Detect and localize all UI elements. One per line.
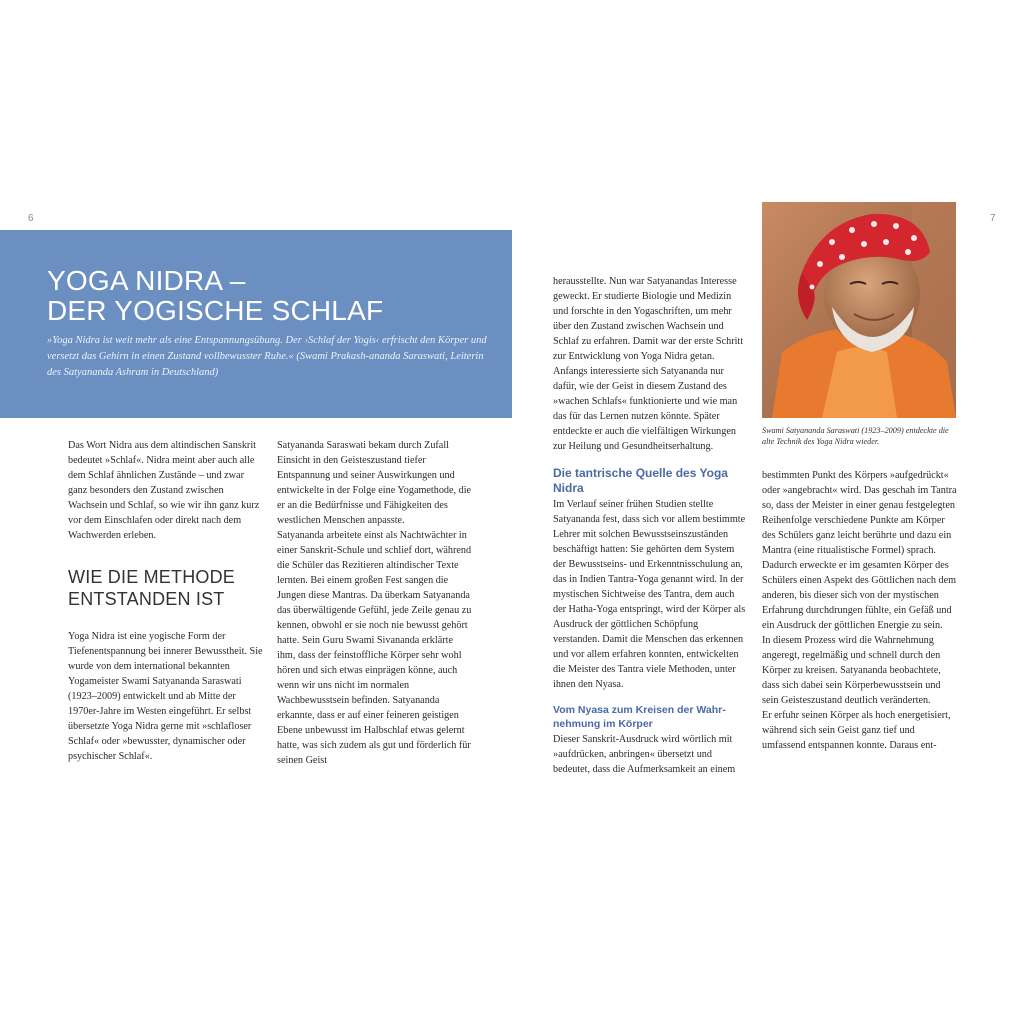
paragraph: Er erfuhr seinen Körper als hoch energetisiert, während sich sein Geist ganz tief und umfassend entspannen konnte. Daraus ent- — [762, 710, 951, 751]
paragraph: In diesem Prozess wird die Wahrnehmung angeregt, regelmäßig und schnell durch den Körper zu kreisen. Satyananda beobachtete, dass sich dabei sein Körperbewusstsein und sein Geisteszustand deutlich veränderten. — [762, 635, 941, 706]
paragraph: Satyananda arbeitete einst als Nachtwächter in einer Sanskrit-Schule und schlief dort, während die Schüler das Rezitieren altindischer Texte lernten. Bei einem großen Fest sangen die Jungen diese Mantras. Da überkam Satyananda das überwältigende Gefühl, jede Zeile genau zu kennen, obwohl er sie noch nie bewusst gehört hatte. Sein Guru Swami Sivananda erklärte ihm, dass der feinstoffliche Körper sehr wohl hören und sich etwas einprägen könne, auch wenn wir uns nicht im normalen Wachbewusstsein befinden. Satyananda erkannte, dass er auf einer feineren geistigen Ebene unbewusst im Halbschlaf etwas gelernt hatte, was sich zudem als gut und förderlich für seinen Geist — [277, 530, 472, 766]
title-line-2: DER YOGISCHE SCHLAF — [47, 295, 384, 326]
paragraph: Im Verlauf seiner frühen Studien stellte Satyananda fest, dass sich vor allem bestimmte Lehrer mit solchen Bewusstseinszuständen beschäftigt hatten: Sie gehörten dem System der Bewusstseins- und Erkenntnisschulung an, das in Indien Tantra-Yoga genannt wird. In der mystischen Sichtweise des Tantra, dem auch der Hatha-Yoga entspringt, wird der Körper als Ausdruck der göttlichen Schöpfung verstanden. Damit die Menschen das erkennen und vor allem erfahren konnten, entwickelten die Meister des Tantra viele Methoden, unter ihnen den Nyasa. — [553, 499, 746, 690]
page-number-right: 7 — [990, 213, 996, 224]
paragraph: bestimmten Punkt des Körpers »aufgedrückt« oder »angebracht« wird. Das geschah im Tantra so, dass der Meister in einer genau festgelegten Reihenfolge verschiedene Punkte am Körper des Schülers ganz leicht berührte und dazu ein Mantra (eine ritualistische Formel) sprach. Dadurch erweckte er im gesamten Körper des Schülers einen Aspekt des Göttlichen nach dem anderen, bis dieser sich von der mystischen Erfahrung durchdrungen fühlte, ein Gefäß und ein Ausdruck der göttlichen Energie zu sein. — [762, 470, 957, 631]
photo-caption: Swami Satyananda Saraswati (1923–2009) entdeckte die alte Technik des Yoga Nidra wieder. — [762, 426, 949, 446]
page-number-left: 6 — [28, 213, 34, 224]
title-line-1: YOGA NIDRA – — [47, 265, 246, 296]
intro-paragraph: Das Wort Nidra aus dem altindischen Sanskrit bedeutet »Schlaf«. Nidra meint aber auch alle dem Schlaf ähnlichen Zustände – und zwar ganz besonders den Zustand zwischen Wachsein und Schlaf, so wie wir ihn ganz kurz vor dem Einschlafen oder direkt nach dem Wachwerden erleben. — [68, 440, 260, 541]
column-1 — [68, 438, 264, 764]
paragraph: Dieser Sanskrit-Ausdruck wird wörtlich mit »aufdrücken, anbringen« übersetzt und bedeutet, dass die Aufmerksamkeit an einem — [553, 734, 736, 775]
portrait-photo — [762, 202, 956, 418]
section-heading-method: WIE DIE METHODE ENTSTANDEN IST — [68, 567, 236, 609]
section-heading-tantra: Die tantrische Quelle des Yoga Nidra — [553, 466, 728, 495]
paragraph: Satyananda Saraswati bekam durch Zufall Einsicht in den Geisteszustand tiefer Entspannung und seiner Auswirkungen und entwickelte in der Folge eine Yogamethode, die er an die Bedürfnisse und Fähigkeiten des westlichen Menschen anpasste. — [277, 440, 472, 526]
chapter-title — [47, 266, 383, 326]
column-3 — [553, 274, 746, 777]
subheading-nyasa: Vom Nyasa zum Kreisen der Wahr- nehmung im Körper — [553, 704, 726, 730]
paragraph: herausstellte. Nun war Satyanandas Interesse geweckt. Er studierte Biologie und Medizin und forschte in den Yogaschriften, um mehr über den Zustand zwischen Wachsein und Schlaf zu erfahren. Damit war der erste Schritt zur Entwicklung von Yoga Nidra getan. Anfangs interessierte sich Satyananda nur dafür, wie der Geist in diesem Zustand des »wachen Schlafs« funktionierte und wie man das für das Lernen nutzen könnte. Später entdeckte er auch die vielfältigen Wirkungen zur Heilung und Gesundheitserhaltung. — [553, 276, 744, 452]
column-2 — [277, 438, 473, 768]
intro-quote: »Yoga Nidra ist weit mehr als eine Entspannungsübung. Der ›Schlaf der Yogis‹ erfrischt den Körper und versetzt das Gehirn in einen Zustand vollbewusster Ruhe.« (Swami Prakash-ananda Saraswati, Leiterin des Satyananda Ashram in Deutschland) — [47, 335, 487, 378]
method-paragraph: Yoga Nidra ist eine yogische Form der Tiefenentspannung bei innerer Bewusstheit. Sie wurde von dem international bekannten Yogameister Swami Satyananda Saraswati (1923–2009) entwickelt und ab Mitte der 1970er-Jahre im Westen eingeführt. Er selbst übersetzte Yoga Nidra gerne mit »schlafloser Schlaf« oder »bewusster, dynamischer oder psychischer Schlaf«. — [68, 631, 263, 762]
column-4 — [762, 468, 958, 753]
